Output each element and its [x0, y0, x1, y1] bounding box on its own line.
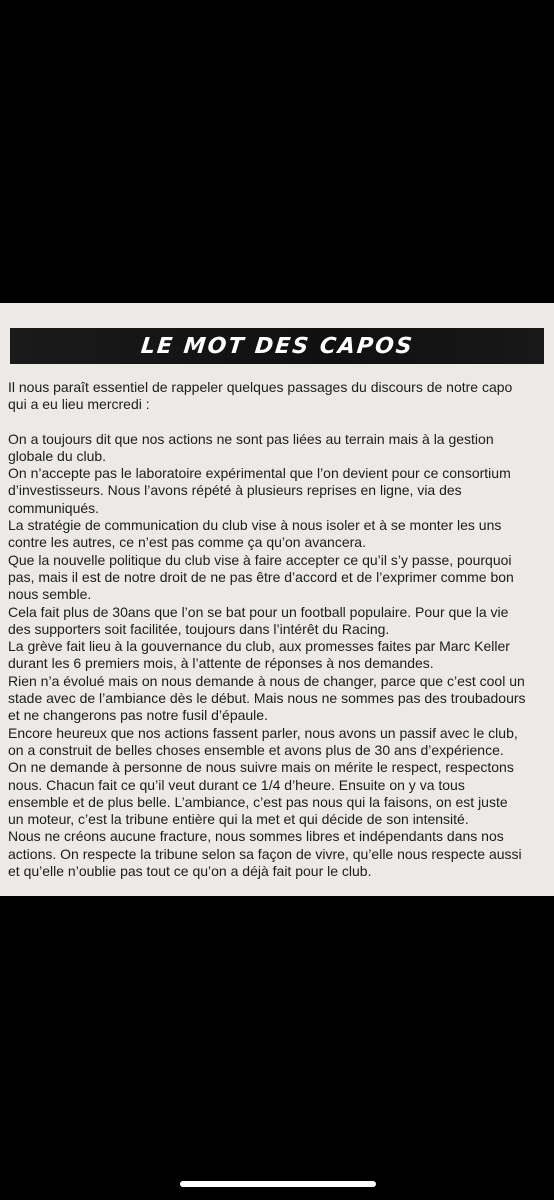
paragraph-4: Que la nouvelle politique du club vise à faire accepter ce qu’il s’y passe, pourquoi pas, mais il est de notre droit de ne pas être d’accord et de l’exprimer comme bon nous semble.	[8, 551, 514, 603]
paragraph-9: On ne demande à personne de nous suivre mais on mérite le respect, respectons nous. Chacun fait ce qu’il veut durant ce 1/4 d’heure. Ensuite on y va tous ensemble et de plus belle. L’ambiance, c’est pas nous qui la faisons, on est juste un moteur, c’est la tribune entière qui la met et qui décide de son intensité.	[8, 759, 514, 828]
paragraph-7: Rien n’a évolué mais on nous demande à nous de changer, parce que c’est cool un stade avec de l’ambiance dès le début. Mais nous ne sommes pas des troubadours et ne changerons pas notre fusil d’épaule.	[8, 672, 526, 724]
intro-paragraph: Il nous paraît essentiel de rappeler quelques passages du discours de notre capo qui a eu lieu mercredi :	[8, 379, 513, 413]
title-banner	[10, 328, 544, 364]
paragraph-2: On n’accepte pas le laboratoire expérimental que l’on devient pour ce consortium d’investisseurs. Nous l’avons répété à plusieurs reprises en ligne, via des communiqués.	[8, 465, 511, 516]
article-body	[8, 379, 554, 880]
home-indicator[interactable]	[180, 1181, 376, 1187]
article-photo	[0, 303, 554, 896]
paragraph-6: La grève fait lieu à la gouvernance du club, aux promesses faites par Marc Keller durant les 6 premiers mois, à l’attente de réponses à nos demandes.	[8, 638, 510, 672]
paragraph-5: Cela fait plus de 30ans que l’on se bat pour un football populaire. Pour que la vie des supporters soit facilitée, toujours dans l’intérêt du Racing.	[8, 603, 509, 637]
paragraph-1: On a toujours dit que nos actions ne sont pas liées au terrain mais à la gestion globale du club.	[8, 430, 494, 464]
paragraph-10: Nous ne créons aucune fracture, nous sommes libres et indépendants dans nos actions. On respecte la tribune selon sa façon de vivre, qu’elle nous respecte aussi et qu’elle n’oublie pas tout ce qu’on a déjà fait pour le club.	[8, 828, 522, 880]
paragraph-3: La stratégie de communication du club vise à nous isoler et à se monter les uns contre les autres, ce n’est pas comme ça qu’on avancera.	[8, 517, 502, 551]
article-title: LE MOT DES CAPOS	[139, 333, 415, 359]
paragraph-8: Encore heureux que nos actions fassent parler, nous avons un passif avec le club, on a construit de belles choses ensemble et avons plus de 30 ans d’expérience.	[8, 724, 518, 758]
